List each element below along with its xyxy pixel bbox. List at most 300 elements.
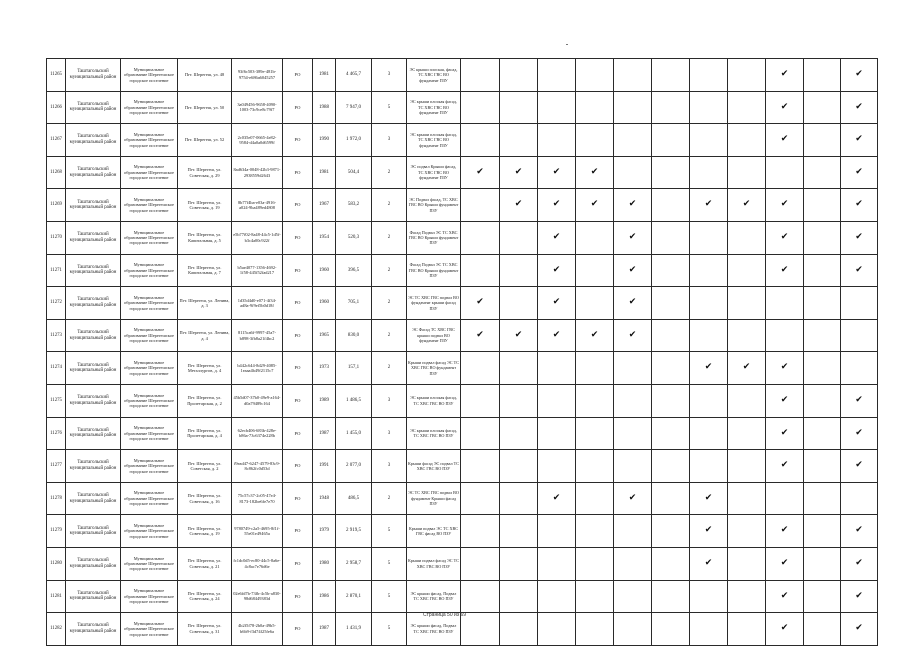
- checkmark-icon: ✔: [690, 547, 728, 580]
- district-cell: Таштагольский муниципальный район: [66, 319, 121, 352]
- checkmark-icon: ✔: [841, 384, 878, 417]
- empty-check-cell: [461, 221, 500, 254]
- management-type-cell: РО: [283, 352, 313, 385]
- year-cell: 1973: [313, 352, 336, 385]
- checkmark-icon: ✔: [766, 384, 804, 417]
- checkmark-icon: ✔: [690, 352, 728, 385]
- works-list-cell: Крыши подвал фасад ЭС ТС ХВС ГВС ВО фундамент ПЗУ: [407, 352, 461, 385]
- checkmark-icon: ✔: [766, 189, 804, 222]
- works-list-cell: ЭС крыши плоская фасад, ТС ХВС ГВС ВО фундамент ПЗУ: [407, 91, 461, 124]
- empty-check-cell: [614, 580, 652, 613]
- district-cell: Таштагольский муниципальный район: [66, 221, 121, 254]
- floors-cell: 2: [372, 352, 407, 385]
- row-id: 11271: [47, 254, 66, 287]
- empty-check-cell: [500, 417, 538, 450]
- settlement-cell: Муниципальное образование Шерегешское городское поселение: [121, 91, 178, 124]
- checkmark-icon: ✔: [538, 254, 576, 287]
- empty-check-cell: [538, 352, 576, 385]
- checkmark-icon: ✔: [576, 189, 614, 222]
- table-row: [47, 384, 878, 417]
- checkmark-icon: ✔: [538, 319, 576, 352]
- empty-check-cell: [614, 352, 652, 385]
- empty-check-cell: [804, 450, 841, 483]
- year-cell: 1987: [313, 417, 336, 450]
- year-cell: 1948: [313, 482, 336, 515]
- empty-check-cell: [500, 384, 538, 417]
- empty-check-cell: [841, 352, 878, 385]
- empty-check-cell: [728, 319, 766, 352]
- year-cell: 1965: [313, 319, 336, 352]
- empty-check-cell: [804, 124, 841, 157]
- empty-check-cell: [576, 91, 614, 124]
- table-row: [47, 189, 878, 222]
- house-code-cell: 8ad634a-0048-42b3-9871-2938559d2643: [232, 156, 283, 189]
- district-cell: Таштагольский муниципальный район: [66, 287, 121, 320]
- empty-check-cell: [690, 287, 728, 320]
- address-cell: Пгт. Шерегеш, ул. Советская, д. 16: [178, 482, 232, 515]
- empty-check-cell: [500, 482, 538, 515]
- empty-check-cell: [728, 417, 766, 450]
- empty-check-cell: [766, 319, 804, 352]
- address-cell: Пгт. Шерегеш, ул. Советская, д. 24: [178, 580, 232, 613]
- district-cell: Таштагольский муниципальный район: [66, 59, 121, 92]
- settlement-cell: Муниципальное образование Шерегешское городское поселение: [121, 580, 178, 613]
- address-cell: Пгт. Шерегеш, ул. Металлургов, д. 4: [178, 352, 232, 385]
- year-cell: 1981: [313, 156, 336, 189]
- empty-check-cell: [690, 59, 728, 92]
- empty-check-cell: [690, 124, 728, 157]
- row-id: 11280: [47, 547, 66, 580]
- row-id: 11266: [47, 91, 66, 124]
- checkmark-icon: ✔: [538, 189, 576, 222]
- table-row: [47, 417, 878, 450]
- management-type-cell: РО: [283, 384, 313, 417]
- works-list-cell: ЭС крыши фасад, Подвал ТС ХВС ГВС ВО ПЗУ: [407, 580, 461, 613]
- empty-check-cell: [766, 156, 804, 189]
- year-cell: 1980: [313, 547, 336, 580]
- checkmark-icon: ✔: [538, 482, 576, 515]
- checkmark-icon: ✔: [766, 580, 804, 613]
- row-id: 11277: [47, 450, 66, 483]
- checkmark-icon: ✔: [461, 287, 500, 320]
- row-id: 11274: [47, 352, 66, 385]
- empty-check-cell: [728, 580, 766, 613]
- address-cell: Пгт. Шерегеш, ул. Капитальная, д. 7: [178, 254, 232, 287]
- row-id: 11270: [47, 221, 66, 254]
- area-cell: 2 077,0: [336, 450, 372, 483]
- area-cell: 2 958,7: [336, 547, 372, 580]
- checkmark-icon: ✔: [614, 319, 652, 352]
- address-cell: Пгт. Шерегеш, ул. Советская, д. 21: [178, 547, 232, 580]
- works-list-cell: ЭС ТС ХВС ГВС подвал ВО фундамент Крыши фасад ПЗУ: [407, 482, 461, 515]
- checkmark-icon: ✔: [841, 613, 878, 646]
- floors-cell: 3: [372, 124, 407, 157]
- empty-check-cell: [461, 59, 500, 92]
- empty-check-cell: [652, 417, 690, 450]
- empty-check-cell: [690, 319, 728, 352]
- settlement-cell: Муниципальное образование Шерегешское городское поселение: [121, 254, 178, 287]
- checkmark-icon: ✔: [766, 59, 804, 92]
- works-list-cell: Фасад Подвал ЭС ТС ХВС ГВС ВО Крыши фундамент ПЗУ: [407, 221, 461, 254]
- management-type-cell: РО: [283, 124, 313, 157]
- empty-check-cell: [576, 287, 614, 320]
- checkmark-icon: ✔: [538, 221, 576, 254]
- empty-check-cell: [576, 515, 614, 548]
- settlement-cell: Муниципальное образование Шерегешское городское поселение: [121, 515, 178, 548]
- empty-check-cell: [500, 352, 538, 385]
- empty-check-cell: [652, 482, 690, 515]
- checkmark-icon: ✔: [841, 580, 878, 613]
- checkmark-icon: ✔: [766, 515, 804, 548]
- empty-check-cell: [841, 287, 878, 320]
- empty-check-cell: [614, 613, 652, 646]
- empty-check-cell: [461, 580, 500, 613]
- checkmark-icon: ✔: [690, 482, 728, 515]
- checkmark-icon: ✔: [690, 515, 728, 548]
- empty-check-cell: [461, 547, 500, 580]
- empty-check-cell: [841, 319, 878, 352]
- year-cell: 1967: [313, 189, 336, 222]
- year-cell: 1991: [313, 450, 336, 483]
- empty-check-cell: [576, 417, 614, 450]
- empty-check-cell: [614, 91, 652, 124]
- area-cell: 2 870,1: [336, 580, 372, 613]
- empty-check-cell: [538, 124, 576, 157]
- area-cell: 7 947,0: [336, 91, 372, 124]
- empty-check-cell: [500, 91, 538, 124]
- district-cell: Таштагольский муниципальный район: [66, 482, 121, 515]
- row-id: 11267: [47, 124, 66, 157]
- empty-check-cell: [576, 221, 614, 254]
- checkmark-icon: ✔: [841, 547, 878, 580]
- address-cell: Пгт. Шерегеш, ул. Ленина, д. 3: [178, 287, 232, 320]
- works-list-cell: ЭС крыши плоская, фасад, ТС ХВС ГВС ВО фундамент ПЗУ: [407, 59, 461, 92]
- works-list-cell: ЭС крыши фасад, Подвал ТС ХВС ГВС ВО ПЗУ: [407, 613, 461, 646]
- management-type-cell: РО: [283, 254, 313, 287]
- empty-check-cell: [690, 613, 728, 646]
- house-code-cell: e5b77f02-8a48-44c5-1d5f-b3c4a00c922f: [232, 221, 283, 254]
- empty-check-cell: [804, 189, 841, 222]
- district-cell: Таштагольский муниципальный район: [66, 417, 121, 450]
- table-row: [47, 221, 878, 254]
- empty-check-cell: [576, 547, 614, 580]
- works-list-cell: ЭС Фасад ТС ХВС ГВС крыши подвал ВО фундамент ПЗУ: [407, 319, 461, 352]
- empty-check-cell: [652, 91, 690, 124]
- district-cell: Таштагольский муниципальный район: [66, 613, 121, 646]
- empty-check-cell: [614, 417, 652, 450]
- works-list-cell: Крыши подвал фасад ЭС ТС ХВС ГВС ВО ПЗУ: [407, 547, 461, 580]
- checkmark-icon: ✔: [766, 254, 804, 287]
- area-cell: 4 465,7: [336, 59, 372, 92]
- management-type-cell: РО: [283, 287, 313, 320]
- district-cell: Таштагольский муниципальный район: [66, 580, 121, 613]
- address-cell: Пгт. Шерегеш, ул. Советская, д. 19: [178, 515, 232, 548]
- empty-check-cell: [652, 384, 690, 417]
- floors-cell: 3: [372, 384, 407, 417]
- works-list-cell: ЭС Подвал фасад, ТС ХВС ГВС ВО Крыши фундамент ПЗУ: [407, 189, 461, 222]
- house-code-cell: 62ecb406-683b-428e-b86a-73c6374e228b: [232, 417, 283, 450]
- area-cell: 1 972,0: [336, 124, 372, 157]
- works-list-cell: ЭС крыши плоская фасад, ТС ХВС ГВС ВО ПЗУ: [407, 417, 461, 450]
- checkmark-icon: ✔: [766, 417, 804, 450]
- page-footer: Страница 50 из 69: [423, 612, 467, 618]
- empty-check-cell: [804, 287, 841, 320]
- empty-check-cell: [461, 515, 500, 548]
- table-body: [47, 59, 878, 646]
- empty-check-cell: [614, 384, 652, 417]
- checkmark-icon: ✔: [766, 547, 804, 580]
- area-cell: 583,2: [336, 189, 372, 222]
- empty-check-cell: [690, 450, 728, 483]
- management-type-cell: РО: [283, 547, 313, 580]
- scan-mark: [566, 44, 568, 45]
- checkmark-icon: ✔: [766, 352, 804, 385]
- year-cell: 1979: [313, 515, 336, 548]
- empty-check-cell: [538, 417, 576, 450]
- checkmark-icon: ✔: [841, 91, 878, 124]
- management-type-cell: РО: [283, 613, 313, 646]
- house-code-cell: 9780749-c2a5-4695-8f1f-55e01e49465a: [232, 515, 283, 548]
- empty-check-cell: [500, 221, 538, 254]
- table-row: [47, 515, 878, 548]
- management-type-cell: РО: [283, 221, 313, 254]
- row-id: 11282: [47, 613, 66, 646]
- empty-check-cell: [652, 287, 690, 320]
- empty-check-cell: [728, 482, 766, 515]
- table-row: [47, 450, 878, 483]
- empty-check-cell: [576, 384, 614, 417]
- settlement-cell: Муниципальное образование Шерегешское городское поселение: [121, 352, 178, 385]
- house-code-cell: b442c644-8d29-4085-1eaaa4b49f2115c7: [232, 352, 283, 385]
- row-id: 11276: [47, 417, 66, 450]
- empty-check-cell: [690, 417, 728, 450]
- floors-cell: 2: [372, 189, 407, 222]
- area-cell: 396,5: [336, 254, 372, 287]
- settlement-cell: Муниципальное образование Шерегешское городское поселение: [121, 450, 178, 483]
- area-cell: 157,1: [336, 352, 372, 385]
- empty-check-cell: [728, 384, 766, 417]
- empty-check-cell: [538, 613, 576, 646]
- row-id: 11273: [47, 319, 66, 352]
- empty-check-cell: [652, 124, 690, 157]
- floors-cell: 2: [372, 319, 407, 352]
- empty-check-cell: [728, 156, 766, 189]
- checkmark-icon: ✔: [766, 450, 804, 483]
- empty-check-cell: [804, 221, 841, 254]
- settlement-cell: Муниципальное образование Шерегешское городское поселение: [121, 221, 178, 254]
- empty-check-cell: [538, 384, 576, 417]
- checkmark-icon: ✔: [766, 91, 804, 124]
- district-cell: Таштагольский муниципальный район: [66, 156, 121, 189]
- empty-check-cell: [728, 59, 766, 92]
- address-cell: Пгт. Шерегеш, ул. 52: [178, 124, 232, 157]
- district-cell: Таштагольский муниципальный район: [66, 352, 121, 385]
- floors-cell: 5: [372, 613, 407, 646]
- settlement-cell: Муниципальное образование Шерегешское городское поселение: [121, 547, 178, 580]
- settlement-cell: Муниципальное образование Шерегешское городское поселение: [121, 59, 178, 92]
- floors-cell: 3: [372, 417, 407, 450]
- empty-check-cell: [728, 221, 766, 254]
- district-cell: Таштагольский муниципальный район: [66, 124, 121, 157]
- empty-check-cell: [728, 515, 766, 548]
- address-cell: Пгт. Шерегеш, ул. Капитальная, д. 5: [178, 221, 232, 254]
- empty-check-cell: [804, 352, 841, 385]
- settlement-cell: Муниципальное образование Шерегешское городское поселение: [121, 482, 178, 515]
- checkmark-icon: ✔: [841, 124, 878, 157]
- address-cell: Пгт. Шерегеш, ул. 50: [178, 91, 232, 124]
- empty-check-cell: [500, 515, 538, 548]
- year-cell: 1989: [313, 384, 336, 417]
- row-id: 11275: [47, 384, 66, 417]
- row-id: 11268: [47, 156, 66, 189]
- house-code-cell: 1d35d4d0-e071-4f34-ad8a-9f9ef5b0d18f: [232, 287, 283, 320]
- row-id: 11272: [47, 287, 66, 320]
- area-cell: 830,0: [336, 319, 372, 352]
- table-row: [47, 59, 878, 92]
- address-cell: Пгт. Шерегеш, ул. Пролетарская, д. 2: [178, 384, 232, 417]
- empty-check-cell: [461, 352, 500, 385]
- row-id: 11281: [47, 580, 66, 613]
- empty-check-cell: [500, 59, 538, 92]
- area-cell: 1 431,9: [336, 613, 372, 646]
- empty-check-cell: [690, 221, 728, 254]
- area-cell: 520,3: [336, 221, 372, 254]
- settlement-cell: Муниципальное образование Шерегешское городское поселение: [121, 189, 178, 222]
- empty-check-cell: [804, 417, 841, 450]
- house-code-cell: f9ead47-6247-4579-83c9-8c862fc0d53d: [232, 450, 283, 483]
- row-id: 11279: [47, 515, 66, 548]
- table-row: [47, 547, 878, 580]
- empty-check-cell: [461, 613, 500, 646]
- checkmark-icon: ✔: [500, 319, 538, 352]
- floors-cell: 5: [372, 515, 407, 548]
- checkmark-icon: ✔: [841, 221, 878, 254]
- empty-check-cell: [804, 547, 841, 580]
- empty-check-cell: [500, 613, 538, 646]
- table-row: [47, 352, 878, 385]
- settlement-cell: Муниципальное образование Шерегешское городское поселение: [121, 319, 178, 352]
- floors-cell: 2: [372, 254, 407, 287]
- empty-check-cell: [728, 547, 766, 580]
- table-row: [47, 254, 878, 287]
- area-cell: 504,4: [336, 156, 372, 189]
- empty-check-cell: [841, 482, 878, 515]
- checkmark-icon: ✔: [841, 254, 878, 287]
- empty-check-cell: [538, 580, 576, 613]
- empty-check-cell: [461, 450, 500, 483]
- settlement-cell: Муниципальное образование Шерегешское городское поселение: [121, 417, 178, 450]
- checkmark-icon: ✔: [728, 352, 766, 385]
- works-list-cell: ЭС крыши плоская фасад, ТС ХВС ГВС ВО фундамент ПЗУ: [407, 124, 461, 157]
- year-cell: 1960: [313, 287, 336, 320]
- empty-check-cell: [690, 580, 728, 613]
- floors-cell: 2: [372, 287, 407, 320]
- settlement-cell: Муниципальное образование Шерегешское городское поселение: [121, 613, 178, 646]
- empty-check-cell: [614, 59, 652, 92]
- empty-check-cell: [804, 156, 841, 189]
- checkmark-icon: ✔: [841, 515, 878, 548]
- house-code-cell: 45b5d07-37b0-49e9-a164-d0a79489c164: [232, 384, 283, 417]
- empty-check-cell: [728, 287, 766, 320]
- management-type-cell: РО: [283, 417, 313, 450]
- empty-check-cell: [728, 254, 766, 287]
- empty-check-cell: [614, 124, 652, 157]
- empty-check-cell: [804, 482, 841, 515]
- address-cell: Пгт. Шерегеш, ул. Советская, д. 29: [178, 156, 232, 189]
- empty-check-cell: [461, 482, 500, 515]
- empty-check-cell: [804, 91, 841, 124]
- empty-check-cell: [538, 547, 576, 580]
- empty-check-cell: [652, 189, 690, 222]
- works-list-cell: ЭС подвал Крыши фасад, ТС ХВС ГВС ВО фундамент ПЗУ: [407, 156, 461, 189]
- house-code-cell: 93f6c503-389e-481b-9754-e686a6045257: [232, 59, 283, 92]
- empty-check-cell: [461, 384, 500, 417]
- checkmark-icon: ✔: [576, 156, 614, 189]
- empty-check-cell: [728, 613, 766, 646]
- floors-cell: 5: [372, 547, 407, 580]
- district-cell: Таштагольский муниципальный район: [66, 189, 121, 222]
- table-row: [47, 287, 878, 320]
- empty-check-cell: [766, 287, 804, 320]
- settlement-cell: Муниципальное образование Шерегешское городское поселение: [121, 124, 178, 157]
- empty-check-cell: [652, 319, 690, 352]
- empty-check-cell: [500, 450, 538, 483]
- empty-check-cell: [538, 59, 576, 92]
- management-type-cell: РО: [283, 59, 313, 92]
- settlement-cell: Муниципальное образование Шерегешское городское поселение: [121, 384, 178, 417]
- floors-cell: 2: [372, 156, 407, 189]
- empty-check-cell: [652, 156, 690, 189]
- empty-check-cell: [500, 547, 538, 580]
- address-cell: Пгт. Шерегеш, ул. Советская, д. 19: [178, 189, 232, 222]
- settlement-cell: Муниципальное образование Шерегешское городское поселение: [121, 287, 178, 320]
- floors-cell: 3: [372, 59, 407, 92]
- house-code-cell: 4b2f5f78-2b0a-49b5-b6b9-f3d74f25fe6a: [232, 613, 283, 646]
- district-cell: Таштагольский муниципальный район: [66, 515, 121, 548]
- empty-check-cell: [614, 515, 652, 548]
- checkmark-icon: ✔: [461, 156, 500, 189]
- empty-check-cell: [804, 384, 841, 417]
- checkmark-icon: ✔: [766, 613, 804, 646]
- address-cell: Пгт. Шерегеш, ул. Ленина, д. 4: [178, 319, 232, 352]
- table-row: [47, 124, 878, 157]
- house-code-cell: b5ae4077-1356-4692-1f58-445f52fad217: [232, 254, 283, 287]
- empty-check-cell: [652, 450, 690, 483]
- row-id: 11269: [47, 189, 66, 222]
- checkmark-icon: ✔: [538, 156, 576, 189]
- checkmark-icon: ✔: [576, 319, 614, 352]
- checkmark-icon: ✔: [766, 221, 804, 254]
- empty-check-cell: [652, 221, 690, 254]
- district-cell: Таштагольский муниципальный район: [66, 254, 121, 287]
- row-id: 11265: [47, 59, 66, 92]
- checkmark-icon: ✔: [841, 450, 878, 483]
- empty-check-cell: [728, 124, 766, 157]
- area-cell: 2 919,5: [336, 515, 372, 548]
- management-type-cell: РО: [283, 189, 313, 222]
- year-cell: 1987: [313, 613, 336, 646]
- empty-check-cell: [652, 59, 690, 92]
- empty-check-cell: [500, 580, 538, 613]
- year-cell: 1960: [313, 254, 336, 287]
- empty-check-cell: [614, 156, 652, 189]
- empty-check-cell: [804, 319, 841, 352]
- checkmark-icon: ✔: [500, 189, 538, 222]
- area-cell: 1 455,0: [336, 417, 372, 450]
- year-cell: 1954: [313, 221, 336, 254]
- empty-check-cell: [690, 91, 728, 124]
- capital-repair-table: [46, 58, 878, 646]
